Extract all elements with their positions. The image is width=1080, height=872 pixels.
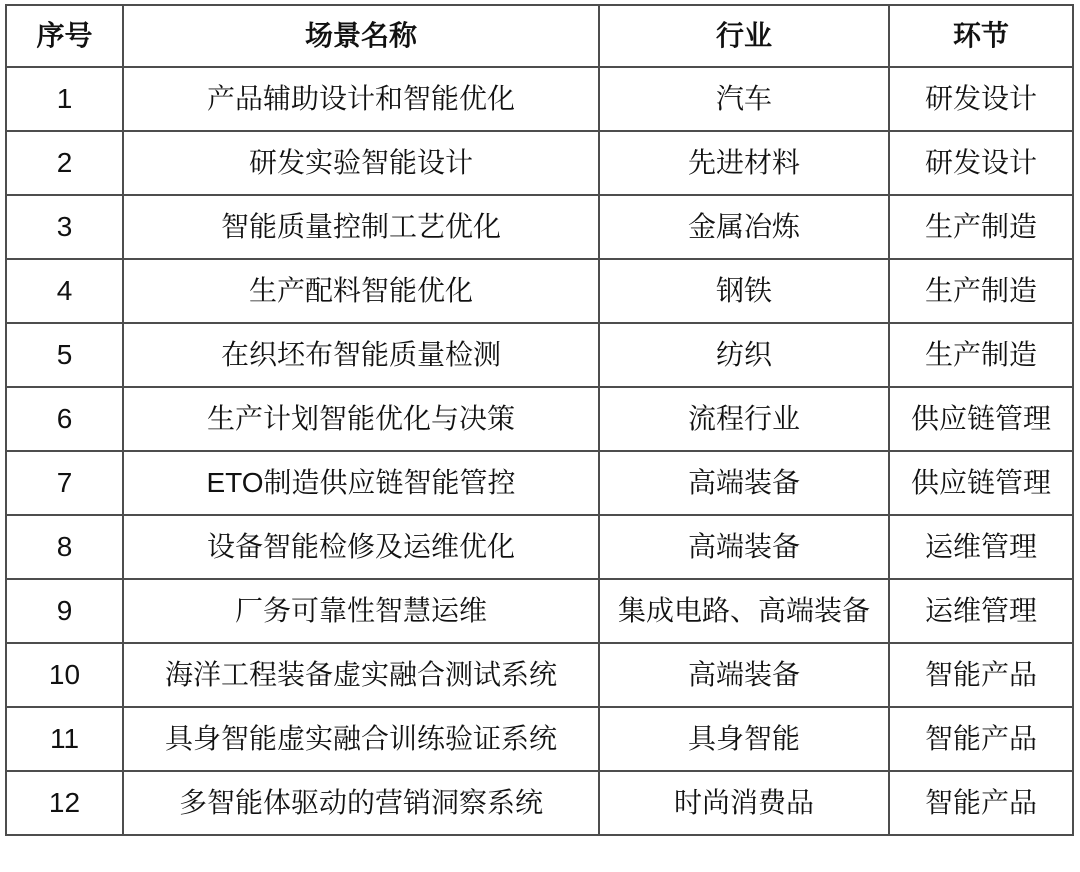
table-cell: 纺织 bbox=[599, 323, 889, 387]
table-cell: 汽车 bbox=[599, 67, 889, 131]
table-cell: 产品辅助设计和智能优化 bbox=[123, 67, 599, 131]
table-body bbox=[6, 67, 1073, 835]
table-cell: 厂务可靠性智慧运维 bbox=[123, 579, 599, 643]
table-row bbox=[6, 515, 1073, 579]
column-header: 行业 bbox=[599, 5, 889, 67]
table-cell: 供应链管理 bbox=[889, 387, 1073, 451]
table-row bbox=[6, 387, 1073, 451]
table-cell: 3 bbox=[6, 195, 123, 259]
table-cell: 9 bbox=[6, 579, 123, 643]
table-cell: 生产配料智能优化 bbox=[123, 259, 599, 323]
table-cell: 海洋工程装备虚实融合测试系统 bbox=[123, 643, 599, 707]
table-row bbox=[6, 579, 1073, 643]
table-cell: 5 bbox=[6, 323, 123, 387]
table-cell: 流程行业 bbox=[599, 387, 889, 451]
table-cell: 智能产品 bbox=[889, 643, 1073, 707]
table-cell: 设备智能检修及运维优化 bbox=[123, 515, 599, 579]
scenarios-table bbox=[5, 4, 1074, 836]
table-cell: 高端装备 bbox=[599, 643, 889, 707]
table-cell: 多智能体驱动的营销洞察系统 bbox=[123, 771, 599, 835]
table-cell: 高端装备 bbox=[599, 515, 889, 579]
table-cell: 高端装备 bbox=[599, 451, 889, 515]
table-cell: ETO制造供应链智能管控 bbox=[123, 451, 599, 515]
table-cell: 研发设计 bbox=[889, 131, 1073, 195]
table-cell: 智能产品 bbox=[889, 771, 1073, 835]
table-row bbox=[6, 323, 1073, 387]
header-row bbox=[6, 5, 1073, 67]
table-row bbox=[6, 643, 1073, 707]
table-cell: 生产计划智能优化与决策 bbox=[123, 387, 599, 451]
table-row bbox=[6, 67, 1073, 131]
table-cell: 运维管理 bbox=[889, 579, 1073, 643]
table-cell: 生产制造 bbox=[889, 259, 1073, 323]
column-header: 场景名称 bbox=[123, 5, 599, 67]
table-row bbox=[6, 707, 1073, 771]
table-row bbox=[6, 259, 1073, 323]
table-cell: 智能产品 bbox=[889, 707, 1073, 771]
table-cell: 在织坯布智能质量检测 bbox=[123, 323, 599, 387]
table-row bbox=[6, 195, 1073, 259]
table-cell: 研发实验智能设计 bbox=[123, 131, 599, 195]
table-cell: 12 bbox=[6, 771, 123, 835]
table-cell: 先进材料 bbox=[599, 131, 889, 195]
table-cell: 钢铁 bbox=[599, 259, 889, 323]
table-cell: 金属冶炼 bbox=[599, 195, 889, 259]
table-cell: 集成电路、高端装备 bbox=[599, 579, 889, 643]
table-header bbox=[6, 5, 1073, 67]
table-row bbox=[6, 451, 1073, 515]
table-row bbox=[6, 131, 1073, 195]
table-row bbox=[6, 771, 1073, 835]
table-cell: 10 bbox=[6, 643, 123, 707]
table-cell: 8 bbox=[6, 515, 123, 579]
table-cell: 智能质量控制工艺优化 bbox=[123, 195, 599, 259]
table-cell: 运维管理 bbox=[889, 515, 1073, 579]
table-cell: 生产制造 bbox=[889, 195, 1073, 259]
table-cell: 4 bbox=[6, 259, 123, 323]
table-cell: 具身智能 bbox=[599, 707, 889, 771]
table-cell: 生产制造 bbox=[889, 323, 1073, 387]
table-cell: 时尚消费品 bbox=[599, 771, 889, 835]
table-cell: 7 bbox=[6, 451, 123, 515]
table-cell: 1 bbox=[6, 67, 123, 131]
column-header: 序号 bbox=[6, 5, 123, 67]
table-cell: 供应链管理 bbox=[889, 451, 1073, 515]
table-cell: 6 bbox=[6, 387, 123, 451]
table-cell: 具身智能虚实融合训练验证系统 bbox=[123, 707, 599, 771]
table-cell: 2 bbox=[6, 131, 123, 195]
column-header: 环节 bbox=[889, 5, 1073, 67]
table-cell: 研发设计 bbox=[889, 67, 1073, 131]
table-cell: 11 bbox=[6, 707, 123, 771]
